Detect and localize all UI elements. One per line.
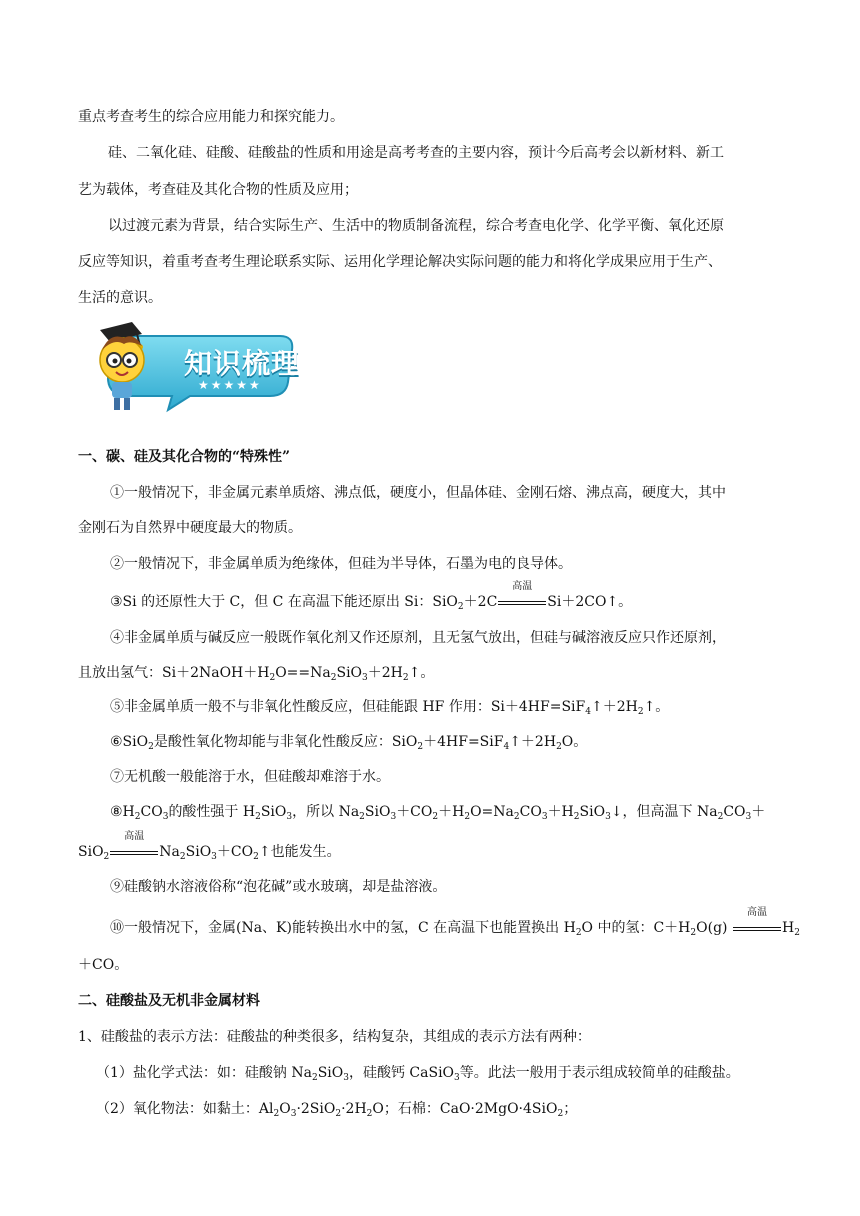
item-8-line-b: SiO$_2$ 高温 $Na_2SiO_3+CO_2↑$也能发生。 xyxy=(78,831,341,862)
intro-para-3a: 以过渡元素为背景，结合实际生产、生活中的物质制备流程，综合考查电化学、化学平衡、氧化还原 xyxy=(108,218,724,234)
item-9: ⑨硅酸钠水溶液俗称“泡花碱”或水玻璃，却是盐溶液。 xyxy=(110,879,447,895)
badge-stars: ★★★★★ xyxy=(198,378,262,392)
section-2-para-1: 1、硅酸盐的表示方法：硅酸盐的种类很多，结构复杂，其组成的表示方法有两种： xyxy=(78,1029,591,1045)
item-5: ⑤非金属单质一般不与非氧化性酸反应，但硅能跟 HF 作用：$Si+4HF=SiF_4↑+2H_2↑$。 xyxy=(110,699,670,717)
item-1-line-a: ①一般情况下，非金属元素单质熔、沸点低，硬度小，但晶体硅、金刚石熔、沸点高，硬度大，其中 xyxy=(110,485,726,501)
item-6: ⑥SiO$_2$是酸性氧化物却能与非氧化性酸反应：$SiO_2+4HF=SiF_4↑+2H_2O$。 xyxy=(110,734,588,752)
section-1-heading: 一、碳、硅及其化合物的“特殊性” xyxy=(78,449,291,465)
intro-para-3c: 生活的意识。 xyxy=(78,290,162,306)
item-10-line-b: ＋CO。 xyxy=(78,957,129,973)
intro-para-3b: 反应等知识，着重考查考生理论联系实际、运用化学理论解决实际问题的能力和将化学成果应用于生产、 xyxy=(78,254,722,270)
high-temp-condition: 高温 xyxy=(110,842,158,862)
item-3: ③Si 的还原性大于 C，但 C 在高温下能还原出 Si：SiO$_2$＋2C 高温 Si＋2CO↑。 xyxy=(110,581,633,612)
intro-para-2a: 硅、二氧化硅、硅酸、硅酸盐的性质和用途是高考考查的主要内容，预计今后高考会以新材料、新工 xyxy=(108,145,724,161)
high-temp-condition: 高温 xyxy=(733,918,781,938)
knowledge-badge xyxy=(80,316,328,416)
item-4-line-a: ④非金属单质与碱反应一般既作氧化剂又作还原剂，且无氢气放出，但硅与碱溶液反应只作还原剂， xyxy=(110,630,726,646)
section-2-para-2: （1）盐化学式法：如：硅酸钠 $Na_2SiO_3$，硅酸钙 CaSiO$_3$等。此法一般用于表示组成较简单的硅酸盐。 xyxy=(96,1065,740,1083)
intro-line-1: 重点考查考生的综合应用能力和探究能力。 xyxy=(78,109,344,125)
badge-title: 知识梳理 xyxy=(184,347,301,380)
section-2-heading: 二、硅酸盐及无机非金属材料 xyxy=(78,993,260,1009)
intro-para-2b: 艺为载体，考查硅及其化合物的性质及应用； xyxy=(78,182,358,198)
high-temp-condition: 高温 xyxy=(498,592,546,612)
item-7: ⑦无机酸一般能溶于水，但硅酸却难溶于水。 xyxy=(110,769,390,785)
item-10-line-a: ⑩一般情况下，金属(Na、K)能转换出水中的氢，C 在高温下也能置换出 $H_2O$ 中的氢：$C+H_2O(g)$ 高温 $H_2$ xyxy=(110,907,800,938)
section-2-para-3: （2）氧化物法：如黏土：$Al_2O_3\cdot 2SiO_2\cdot 2H_2O$；石棉：CaO·2MgO·4SiO$_2$； xyxy=(96,1101,578,1119)
item-4-line-b: 且放出氢气：$Si+2NaOH+H_2O==Na_2SiO_3+2H_2↑$。 xyxy=(78,665,435,683)
item-1-line-b: 金刚石为自然界中硬度最大的物质。 xyxy=(78,520,302,536)
item-2: ②一般情况下，非金属单质为绝缘体，但硅为半导体，石墨为电的良导体。 xyxy=(110,556,572,572)
item-8-line-a: $⑧H_2CO_3$的酸性强于 $H_2SiO_3$，所以 $Na_2SiO_3+CO_2+H_2O=Na_2CO_3+H_2SiO_3↓$，但高温下 $Na_2CO_3+$ xyxy=(110,804,766,822)
